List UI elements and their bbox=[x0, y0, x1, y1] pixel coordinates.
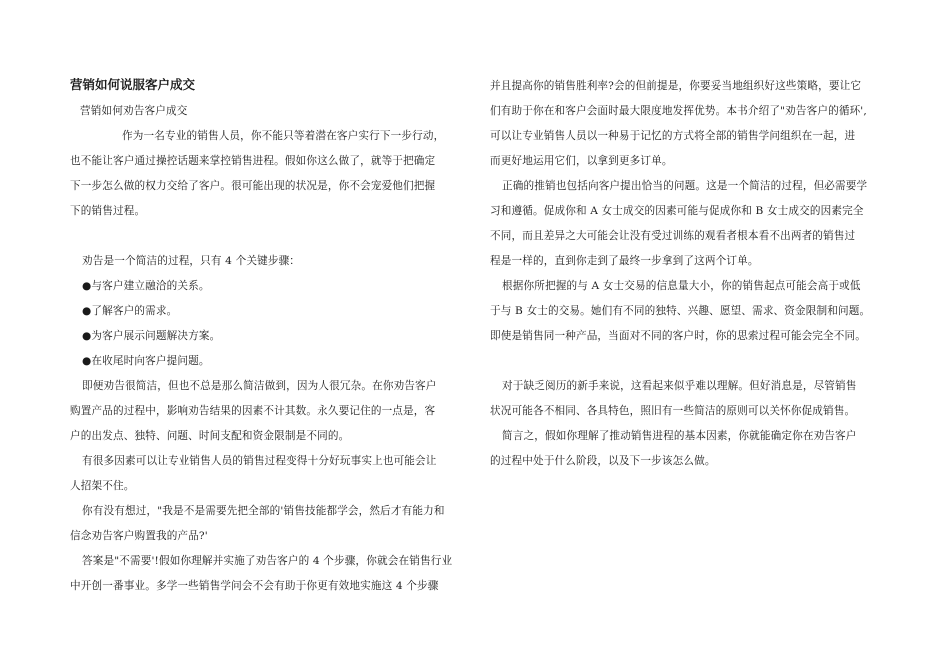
text-line: 户的出发点、独特、问题、时间支配和资金限制是不同的。 bbox=[70, 430, 350, 442]
text-line: 于与 B 女士的交易。她们有不同的独特、兴趣、愿望、需求、资金限制和问题。 bbox=[490, 305, 871, 317]
text-line: 有很多因素可以让专业销售人员的销售过程变得十分好玩事实上也可能会让 bbox=[82, 455, 437, 467]
text-line: 信念劝告客户购置我的产品?' bbox=[70, 530, 208, 542]
bullet-item: ●为客户展示问题解决方案。 bbox=[82, 330, 221, 342]
text-line: 你有没有想过，"我是不是需要先把全部的'销售技能都学会，然后才有能力和 bbox=[82, 505, 445, 517]
subtitle-line: 营销如何劝告客户成交 bbox=[80, 105, 188, 117]
text-line: 人招架不住。 bbox=[70, 480, 135, 492]
text-line: 根据你所把握的与 A 女士交易的信息量大小，你的销售起点可能会高于或低 bbox=[502, 280, 861, 292]
document-title: 营销如何说服客户成交 bbox=[70, 77, 196, 92]
text-line: 正确的推销也包括向客户提出恰当的问题。这是一个简洁的过程，但必需要学 bbox=[502, 180, 868, 192]
text-line: 状况可能各不相同、各具特色，照旧有一些简洁的原则可以关怀你促成销售。 bbox=[490, 405, 856, 417]
text-line: 而更好地运用它们，以拿到更多订单。 bbox=[490, 155, 673, 167]
bullet-item: ●了解客户的需求。 bbox=[82, 305, 178, 317]
text-line: 可以让专业销售人员以一种易于记忆的方式将全部的销售学问组织在一起，进 bbox=[490, 130, 856, 142]
text-line: 劝告是一个简洁的过程，只有 4 个关键步骤： bbox=[82, 255, 301, 267]
text-line: 即便劝告很简洁，但也不总是那么简洁做到，因为人很冗杂。在你劝告客户 bbox=[82, 380, 437, 392]
text-line: 也不能让客户通过操控话题来掌控销售进程。假如你这么做了，就等于把确定 bbox=[70, 155, 436, 167]
text-line: 购置产品的过程中，影响劝告结果的因素不计其数。永久要记住的一点是，客 bbox=[70, 405, 436, 417]
text-line: 下一步怎么做的权力交给了客户。很可能出现的状况是，你不会宠爱他们把握 bbox=[70, 180, 436, 192]
bullet-item: ●与客户建立融洽的关系。 bbox=[82, 280, 210, 292]
text-line: 中开创一番事业。多学一些销售学问会不会有助于你更有效地实施这 4 个步骤 bbox=[70, 580, 439, 592]
text-line: 们有助于你在和客户会面时最大限度地发挥优势。本书介绍了"劝告客户的循环', bbox=[490, 105, 867, 117]
text-line: 习和遵循。促成你和 A 女士成交的因素可能与促成你和 B 女士成交的因素完全 bbox=[490, 205, 864, 217]
text-line: 并且提高你的销售胜利率?会的但前提是，你要妥当地组织好这些策略，要让它 bbox=[490, 80, 862, 92]
text-line: 对于缺乏阅历的新手来说，这看起来似乎难以理解。但好消息是，尽管销售 bbox=[502, 380, 857, 392]
text-line: 作为一名专业的销售人员，你不能只等着潜在客户实行下一步行动， bbox=[122, 130, 445, 142]
text-line: 简言之，假如你理解了推动销售进程的基本因素，你就能确定你在劝告客户 bbox=[502, 430, 857, 442]
text-line: 下的销售过程。 bbox=[70, 205, 146, 217]
text-line: 不同，而且差异之大可能会让没有受过训练的观看者根本看不出两者的销售过 bbox=[490, 230, 856, 242]
text-line: 答案是"不需要'!假如你理解并实施了劝告客户的 4 个步骤，你就会在销售行业 bbox=[82, 555, 453, 567]
text-line: 的过程中处于什么阶段，以及下一步该怎么做。 bbox=[490, 455, 716, 467]
bullet-item: ●在收尾时向客户提问题。 bbox=[82, 355, 210, 367]
text-line: 即使是销售同一种产品，当面对不同的客户时，你的思索过程可能会完全不同。 bbox=[490, 330, 867, 342]
text-line: 程是一样的，直到你走到了最终一步拿到了这两个订单。 bbox=[490, 255, 759, 267]
